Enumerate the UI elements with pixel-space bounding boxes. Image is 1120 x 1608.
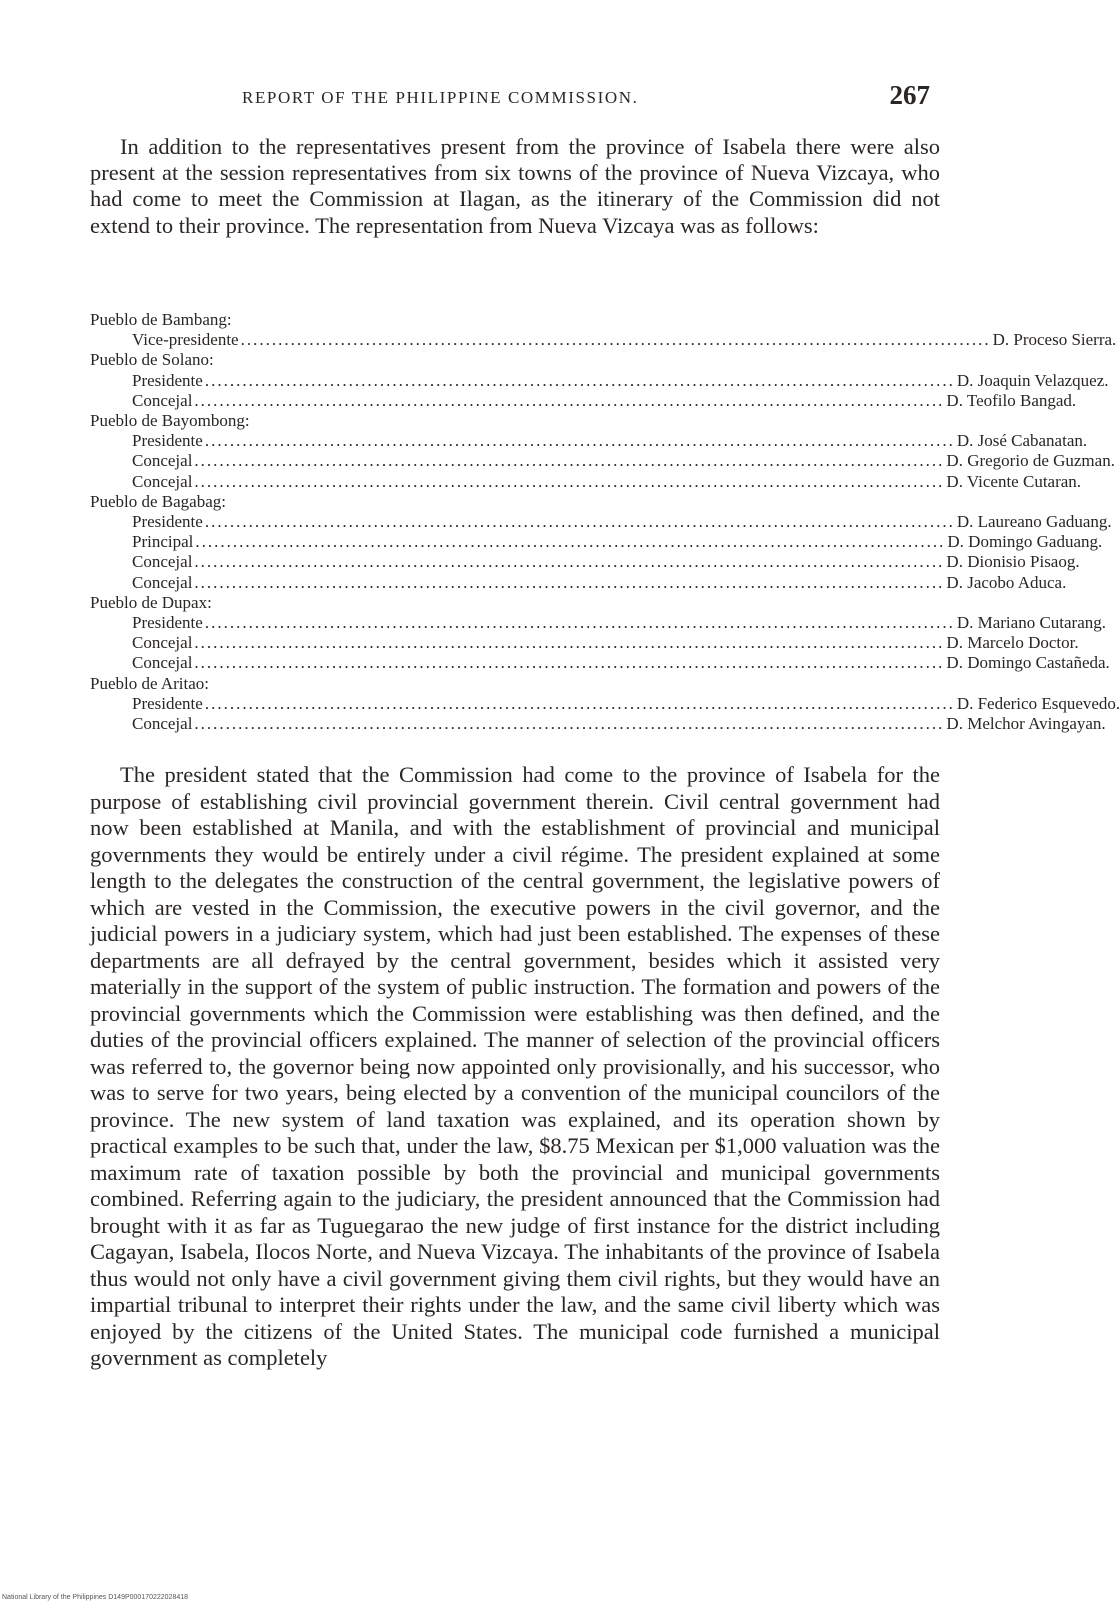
- official-name: D. Jacobo Aduca.: [946, 572, 1067, 592]
- intro-paragraph: In addition to the representatives present from the province of Isabela there were also present at the session representatives from six towns of the province of Nueva Vizcaya, who had come to meet the Commission at Ilagan, as the itinerary of the Commission did not extend to their province. The representation from Nueva Vizcaya was as follows:: [90, 134, 940, 238]
- dot-leader: ........................................................................................................................: [194, 572, 945, 592]
- office-label: Concejal: [132, 451, 193, 471]
- body-paragraph: The president stated that the Commission had come to the province of Isabela for the purpose of establishing civil provincial government therein. Civil central government had now been established at Manila, and with the establishment of provincial and municipal governments they would be entirely under a civil régime. The president explained at some length to the delegates the construction of the central government, the legislative powers of which are vested in the Commission, the executive powers in the civil governor, and the judicial powers in a judiciary system, which had just been established. The expenses of these departments are all defrayed by the central government, besides which it assisted very materially in the support of the system of public instruction. The formation and powers of the provincial governments which the Commission were establishing was then defined, and the duties of the provincial officers explained. The manner of selection of the provincial officers was referred to, the governor being now appointed only provisionally, and his successor, who was to serve for two years, being elected by a convention of the municipal councilors of the province. The new system of land taxation was explained, and its operation shown by practical examples to be such that, under the law, $8.75 Mexican per $1,000 valuation was the maximum rate of taxation possible by both the provincial and municipal governments combined. Referring again to the judiciary, the president announced that the Commission had brought with it as far as Tuguegarao the new judge of first instance for the district including Cagayan, Isabela, Ilocos Norte, and Nueva Vizcaya. The inhabitants of the province of Isabela thus would not only have a civil government giving them civil rights, but they would have an impartial tribunal to interpret their rights under the law, and the same civil liberty which was enjoyed by the citizens of the United States. The municipal code furnished a municipal government as completely: [90, 762, 940, 1370]
- office-label: Concejal: [132, 552, 193, 572]
- official-name: D. Domingo Castañeda.: [946, 653, 1110, 673]
- official-row: [90, 633, 1079, 653]
- official-row: [90, 572, 1067, 593]
- office-label: Presidente: [132, 613, 203, 633]
- official-row: [90, 613, 1107, 633]
- official-name: D. Domingo Gaduang.: [947, 532, 1103, 552]
- dot-leader: ........................................................................................................................: [194, 451, 945, 471]
- office-label: Concejal: [132, 572, 193, 592]
- official-row: [90, 714, 1106, 734]
- pueblo-heading: Pueblo de Solano:: [90, 350, 214, 370]
- official-name: D. Mariano Cutarang.: [956, 613, 1107, 633]
- dot-leader: ........................................................................................................................: [204, 693, 955, 713]
- official-row: [90, 552, 1080, 572]
- page-number: 267: [889, 80, 930, 110]
- pueblo-heading: Pueblo de Bagabag:: [90, 491, 226, 511]
- office-label: Concejal: [132, 471, 193, 491]
- official-row: [90, 451, 1115, 471]
- office-label: Concejal: [132, 714, 193, 734]
- official-name: D. Proceso Sierra.: [992, 330, 1117, 350]
- delegate-roster: [90, 310, 1120, 734]
- pueblo-heading: Pueblo de Aritao:: [90, 673, 209, 693]
- official-name: D. Gregorio de Guzman.: [946, 451, 1115, 471]
- official-row: [90, 512, 1112, 532]
- pueblo-heading: Pueblo de Bambang:: [90, 310, 232, 329]
- office-label: Concejal: [132, 633, 193, 653]
- page-header: [90, 82, 940, 116]
- dot-leader: ........................................................................................................................: [194, 653, 945, 673]
- official-row: [90, 370, 1109, 391]
- official-row: [90, 330, 1117, 350]
- office-label: Concejal: [132, 390, 193, 410]
- official-name: D. José Cabanatan.: [956, 431, 1088, 451]
- dot-leader: ........................................................................................................................: [204, 431, 955, 451]
- office-label: Presidente: [132, 431, 203, 451]
- official-name: D. Marcelo Doctor.: [946, 633, 1079, 653]
- dot-leader: ........................................................................................................................: [194, 714, 945, 734]
- pueblo-heading: Pueblo de Dupax:: [90, 592, 212, 612]
- office-label: Vice-presidente: [132, 330, 239, 350]
- dot-leader: ........................................................................................................................: [194, 633, 945, 653]
- official-name: D. Teofilo Bangad.: [946, 390, 1077, 410]
- dot-leader: ........................................................................................................................: [194, 552, 945, 572]
- official-row: [90, 653, 1110, 673]
- official-name: D. Joaquin Velazquez.: [956, 370, 1109, 390]
- official-name: D. Federico Esquevedo.: [956, 693, 1120, 713]
- office-label: Concejal: [132, 653, 193, 673]
- dot-leader: ........................................................................................................................: [204, 512, 955, 532]
- official-row: [90, 471, 1082, 492]
- pueblo-heading: Pueblo de Bayombong:: [90, 411, 250, 431]
- office-label: Presidente: [132, 370, 203, 390]
- official-name: D. Dionisio Pisaog.: [946, 552, 1080, 572]
- dot-leader: ........................................................................................................................: [204, 613, 955, 633]
- official-name: D. Vicente Cutaran.: [946, 471, 1082, 491]
- footer-imprint: National Library of the Philippines D149P000170222028418: [2, 1594, 189, 1601]
- official-row: [90, 532, 1103, 552]
- official-name: D. Melchor Avingayan.: [946, 714, 1106, 734]
- office-label: Presidente: [132, 693, 203, 713]
- official-row: [90, 390, 1077, 411]
- dot-leader: ........................................................................................................................: [194, 471, 945, 491]
- office-label: Presidente: [132, 512, 203, 532]
- official-name: D. Laureano Gaduang.: [956, 512, 1112, 532]
- official-row: [90, 693, 1120, 714]
- dot-leader: ........................................................................................................................: [240, 330, 991, 350]
- office-label: Principal: [132, 532, 194, 552]
- dot-leader: ........................................................................................................................: [204, 370, 955, 390]
- dot-leader: ........................................................................................................................: [194, 390, 945, 410]
- running-title: REPORT OF THE PHILIPPINE COMMISSION.: [242, 88, 639, 107]
- dot-leader: ........................................................................................................................: [195, 532, 946, 552]
- official-row: [90, 431, 1088, 451]
